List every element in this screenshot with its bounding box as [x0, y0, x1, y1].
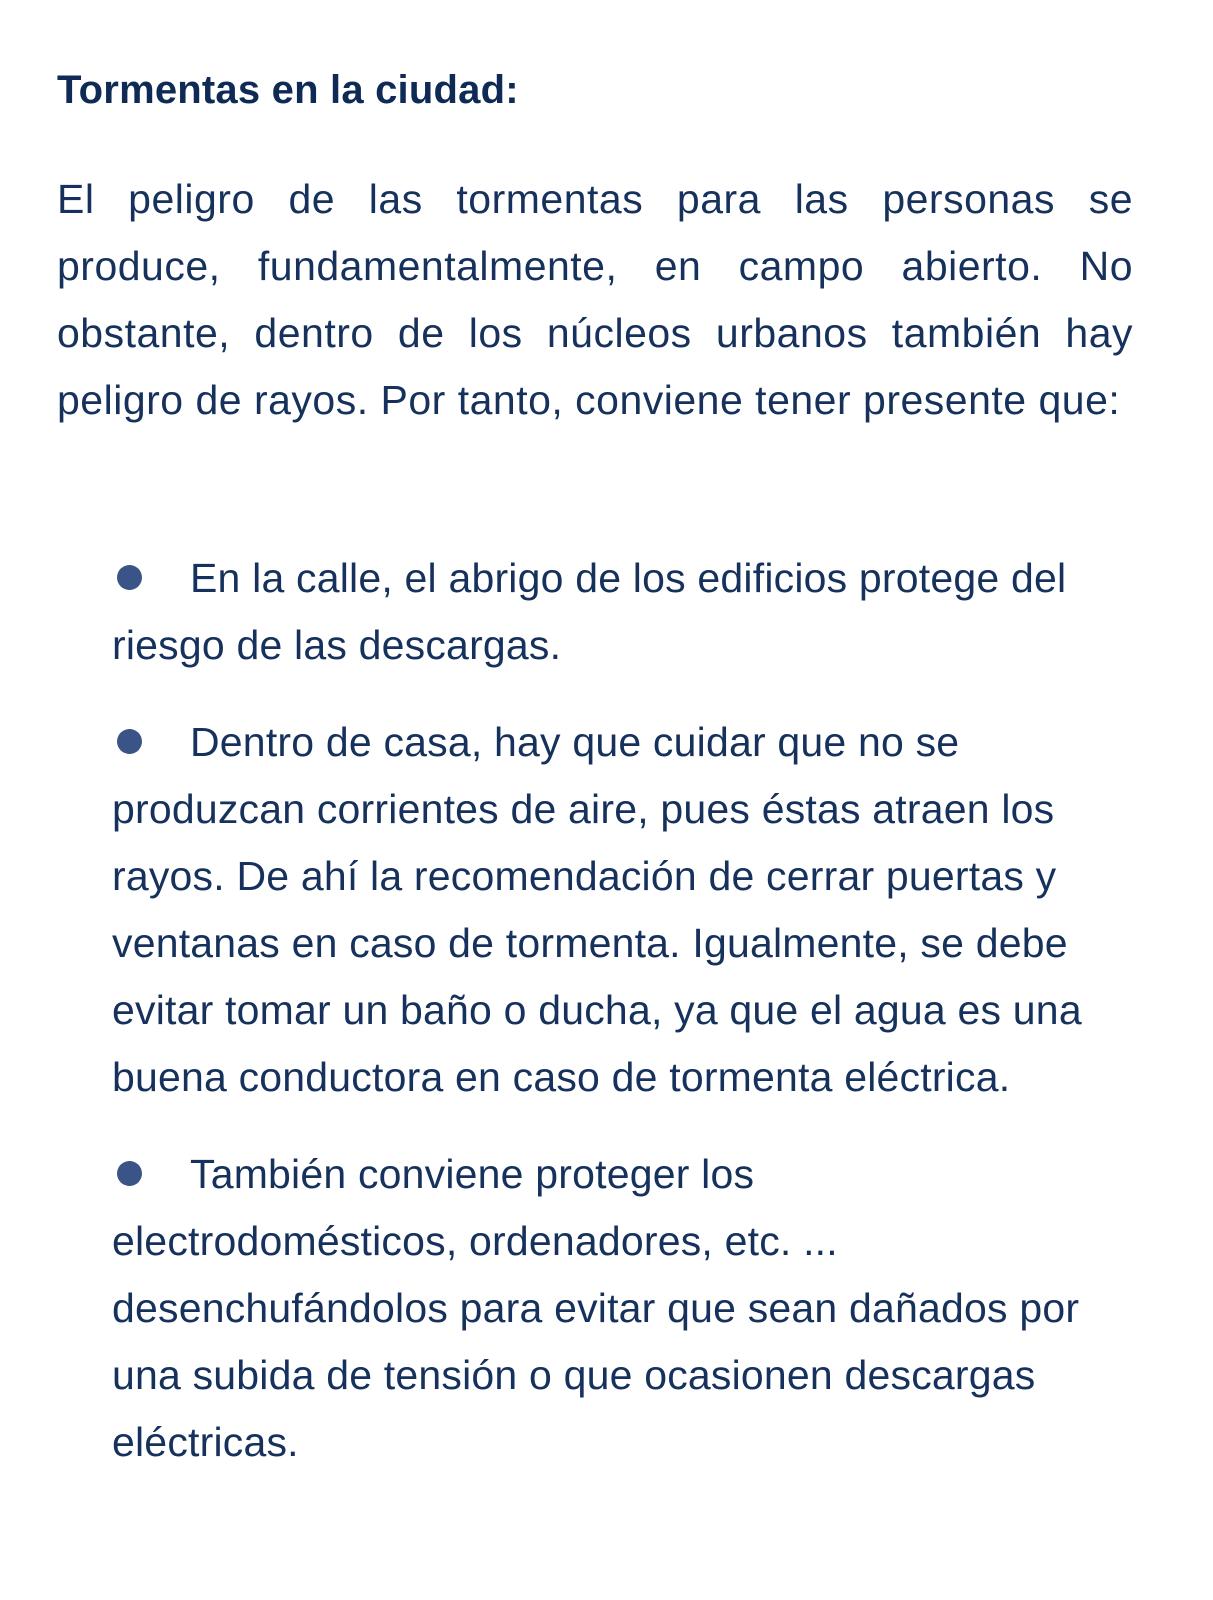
- list-item-text: Dentro de casa, hay que cuidar que no se produzcan corrientes de aire, pues éstas atraen los rayos. De ahí la recomendación de cerrar puertas y ventanas en caso de tormenta. Igualmente, se debe evitar tomar un baño o ducha, ya que el agua es una buena conductora en caso de tormenta eléctrica.: [112, 719, 1082, 1100]
- list-item: [112, 545, 1102, 679]
- list-item-text: En la calle, el abrigo de los edificios protege del riesgo de las descargas.: [112, 555, 1067, 668]
- section-heading: Tormentas en la ciudad:: [57, 68, 519, 112]
- list-item: [112, 1141, 1102, 1476]
- bullet-list: [112, 545, 1102, 1476]
- intro-paragraph: El peligro de las tormentas para las personas se produce, fundamentalmente, en campo abierto. No obstante, dentro de los núcleos urbanos también hay peligro de rayos. Por tanto, conviene tener presente que:: [57, 176, 1133, 423]
- bullet-icon: [117, 565, 142, 590]
- bullet-icon: [117, 1161, 142, 1186]
- list-item: [112, 709, 1102, 1111]
- bullet-icon: [117, 729, 142, 754]
- list-item-text: También conviene proteger los electrodomésticos, ordenadores, etc. ... desenchufándolos para evitar que sean dañados por una subida de tensión o que ocasionen descargas eléctricas.: [112, 1151, 1080, 1465]
